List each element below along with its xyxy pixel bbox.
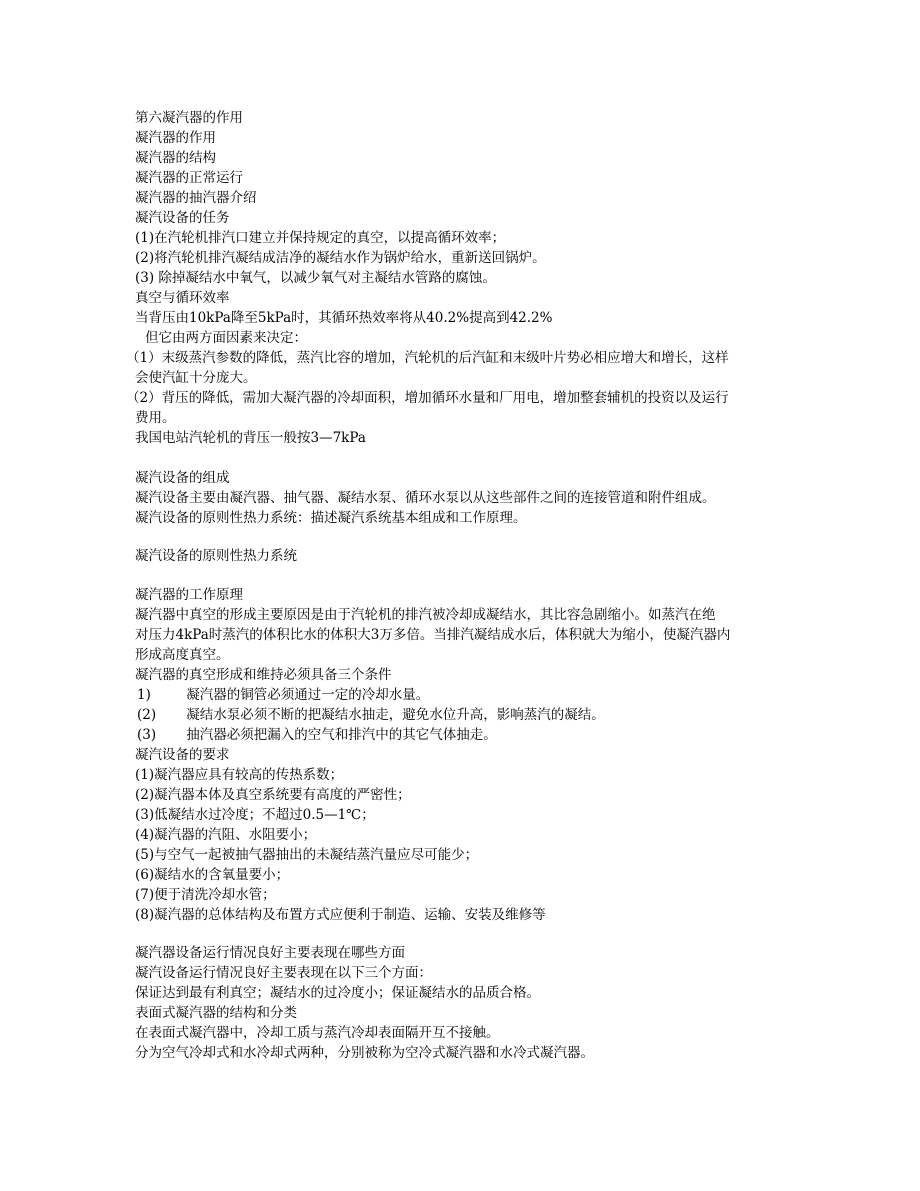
text-line: 凝汽设备运行情况良好主要表现在以下三个方面： (135, 965, 432, 981)
text-line: 凝汽设备的原则性热力系统：描述凝汽系统基本组成和工作原理。 (135, 510, 527, 526)
heading-line: 凝汽设备的组成 (135, 470, 230, 486)
heading-line: 表面式凝汽器的结构和分类 (135, 1005, 297, 1021)
section-title: 第六凝汽器的作用 (135, 110, 243, 126)
text-line: (2)将汽轮机排汽凝结成洁净的凝结水作为锅炉给水，重新送回锅炉。 (135, 250, 546, 266)
list-text: 凝汽器的铜管必须通过一定的冷却水量。 (186, 687, 430, 703)
list-item (137, 685, 782, 705)
text-line: 对压力4kPa时蒸汽的体积比水的体积大3万多倍。当排汽凝结成水后，体积就大为缩小，使凝汽器内 (135, 627, 731, 643)
text-line: 会使汽缸十分庞大。 (135, 370, 257, 386)
text-line: (3)低凝结水过冷度；不超过0.5—1℃； (135, 807, 375, 823)
text-line: (4)凝汽器的汽阻、水阻要小； (135, 827, 317, 843)
heading-line: 凝汽设备的原则性热力系统 (135, 548, 297, 564)
text-line: 费用。 (135, 410, 176, 426)
list-number: (2) (137, 707, 157, 723)
text-line: 当背压由10kPa降至5kPa时，其循环热效率将从40.2%提高到42.2% (135, 310, 553, 326)
heading-line: 凝汽器的抽汽器介绍 (135, 190, 257, 206)
text-line: 凝汽器中真空的形成主要原因是由于汽轮机的排汽被冷却成凝结水，其比容急剧缩小。如蒸汽在绝 (135, 607, 716, 623)
text-line: 在表面式凝汽器中，冷却工质与蒸汽冷却表面隔开互不接触。 (135, 1025, 500, 1041)
list-text: 凝结水泵必须不断的把凝结水抽走，避免水位升高，影响蒸汽的凝结。 (186, 707, 605, 723)
list-number: (3) (137, 727, 157, 743)
text-line: 我国电站汽轮机的背压一般按3—7kPa (135, 430, 366, 446)
text-line: (6)凝结水的含氧量要小； (135, 867, 290, 883)
heading-line: 凝汽器设备运行情况良好主要表现在哪些方面 (135, 945, 405, 961)
text-line: (2)凝汽器本体及真空系统要有高度的严密性； (135, 787, 411, 803)
heading-line: 真空与循环效率 (135, 290, 230, 306)
text-line: (1)在汽轮机排汽口建立并保持规定的真空，以提高循环效率； (135, 230, 506, 246)
text-line: 分为空气冷却式和水冷却式两种，分别被称为空冷式凝汽器和水冷式凝汽器。 (135, 1045, 594, 1061)
list-item (137, 725, 782, 745)
list-item (137, 705, 782, 725)
list-text: 抽汽器必须把漏入的空气和排汽中的其它气体抽走。 (186, 727, 497, 743)
heading-line: 凝汽设备的任务 (135, 210, 230, 226)
text-line: (7)便于清洗冷却水管； (135, 887, 276, 903)
list-number: 1) (137, 687, 151, 703)
text-line: （1）末级蒸汽参数的降低，蒸汽比容的增加，汽轮机的后汽缸和末级叶片势必相应增大和增长，这样 (126, 350, 729, 366)
heading-line: 凝汽器的正常运行 (135, 170, 243, 186)
text-line: 保证达到最有利真空；凝结水的过冷度小；保证凝结水的品质合格。 (135, 985, 540, 1001)
heading-line: 凝汽器的真空形成和维持必须具备三个条件 (135, 667, 392, 683)
heading-line: 凝汽器的工作原理 (135, 587, 243, 603)
text-line: 但它由两方面因素来决定： (145, 330, 307, 346)
text-line: （2）背压的降低，需加大凝汽器的冷却面积，增加循环水量和厂用电，增加整套辅机的投资以及运行 (126, 390, 729, 406)
text-line: (1)凝汽器应具有较高的传热系数； (135, 767, 344, 783)
text-line: (8)凝汽器的总体结构及布置方式应便利于制造、运输、安装及维修等 (135, 907, 546, 923)
heading-line: 凝汽器的结构 (135, 150, 216, 166)
text-line: (3) 除掉凝结水中氧气，以减少氧气对主凝结水管路的腐蚀。 (135, 270, 496, 286)
heading-line: 凝汽器的作用 (135, 130, 216, 146)
text-line: (5)与空气一起被抽气器抽出的未凝结蒸汽量应尽可能少； (135, 847, 479, 863)
heading-line: 凝汽设备的要求 (135, 747, 230, 763)
text-line: 形成高度真空。 (135, 647, 230, 663)
text-line: 凝汽设备主要由凝汽器、抽气器、凝结水泵、循环水泵以从这些部件之间的连接管道和附件组成。 (135, 490, 716, 506)
